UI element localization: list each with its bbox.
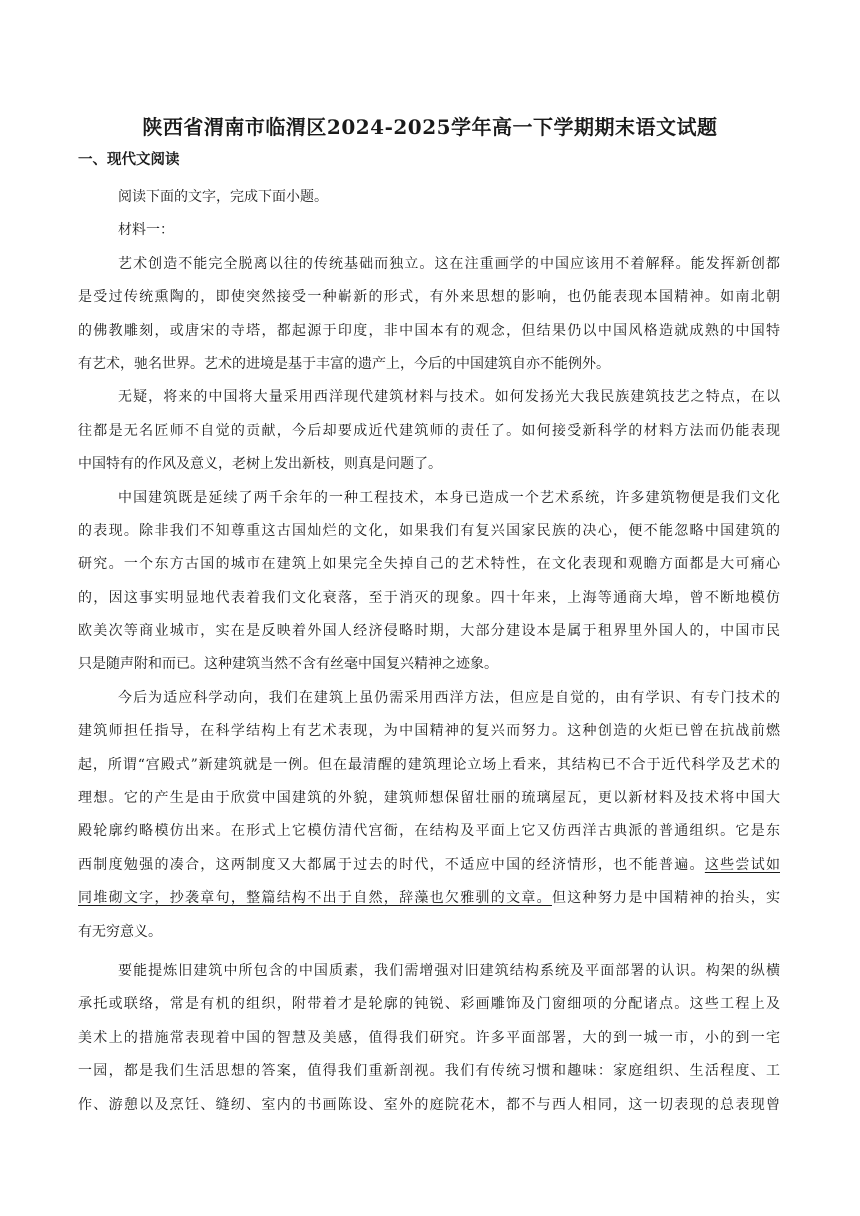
paragraph-line: 今后为适应科学动向，我们在建筑上虽仍需采用西洋方法，但应是自觉的，由有学识、有专门技术的 bbox=[118, 689, 780, 706]
paragraph-line: 要能提炼旧建筑中所包含的中国质素，我们需增强对旧建筑结构系统及平面部署的认识。构架的纵横 bbox=[118, 962, 780, 979]
paragraph-line: 往都是无名匠师不自觉的贡献，今后却要成近代建筑师的责任了。如何接受新科学的材料方法而仍能表现 bbox=[78, 422, 780, 439]
paragraph-line: 艺术创造不能完全脱离以往的传统基础而独立。这在注重画学的中国应该用不着解释。能发挥新创都 bbox=[118, 255, 780, 272]
paragraph-line: 只是随声附和而已。这种建筑当然不含有丝毫中国复兴精神之迹象。 bbox=[78, 656, 498, 673]
paragraph-5 bbox=[78, 955, 780, 1122]
paragraph-line: 一园，都是我们生活思想的答案，值得我们重新剖视。我们有传统习惯和趣味：家庭组织、生活程度、工 bbox=[78, 1063, 780, 1080]
paragraph-line: 作、游憩以及烹饪、缝纫、室内的书画陈设、室外的庭院花木，都不与西人相同，这一切表现的总表现曾 bbox=[78, 1096, 780, 1113]
paragraph-2 bbox=[78, 381, 780, 481]
paragraph-line: 的佛教雕刻，或唐宋的寺塔，都起源于印度，非中国本有的观念，但结果仍以中国风格造就成熟的中国特 bbox=[78, 322, 780, 339]
paragraph-line: 建筑师担任指导，在科学结构上有艺术表现，为中国精神的复兴而努力。这种创造的火炬已曾在抗战前燃 bbox=[78, 723, 780, 740]
paragraph-line: 美术上的措施常表现着中国的智慧及美感，值得我们研究。许多平面部署，大的到一城一市，小的到一宅 bbox=[78, 1029, 780, 1046]
paragraph-line: 中国建筑既是延续了两千余年的一种工程技术，本身已造成一个艺术系统，许多建筑物便是我们文化 bbox=[118, 489, 780, 506]
paragraph-line: 承托或联络，常是有机的组织，附带着才是轮廓的钝锐、彩画雕饰及门窗细项的分配诸点。这些工程上及 bbox=[78, 996, 780, 1013]
paragraph-1 bbox=[78, 248, 780, 382]
document-body bbox=[78, 181, 780, 1122]
paragraph-line: 中国特有的作风及意义，老树上发出新枝，则真是问题了。 bbox=[78, 456, 442, 473]
page-title: 陕西省渭南市临渭区2024-2025学年高一下学期期末语文试题 bbox=[142, 115, 718, 139]
underlined-sentence: 同堆砌文字，抄袭章句，整篇结构不出于自然，辞藻也欠雅驯的文章。 bbox=[78, 890, 552, 907]
paragraph-text: 但这种努力是中国精神的抬头，实 bbox=[551, 890, 780, 907]
paragraph-line: 研究。一个东方古国的城市在建筑上如果完全失掉自己的艺术特性，在文化表现和观瞻方面都是大可痛心 bbox=[78, 556, 780, 573]
paragraph-line: 是受过传统熏陶的，即使突然接受一种嶄新的形式，有外来思想的影响，也仍能表现本国精神。如南北朝 bbox=[78, 289, 780, 306]
section-heading: 一、现代文阅读 bbox=[78, 152, 180, 168]
paragraph-line: 欧美次等商业城市，实在是反映着外国人经济侵略时期，大部分建设本是属于租界里外国人的，中国市民 bbox=[78, 623, 780, 640]
paragraph-line: 的表现。除非我们不知尊重这古国灿烂的文化，如果我们有复兴国家民族的决心，便不能忽略中国建筑的 bbox=[78, 522, 780, 539]
paragraph-line: 殿轮廓约略模仿出来。在形式上它模仿清代宫衙，在结构及平面上它又仿西洋古典派的普通组织。它是东 bbox=[78, 823, 780, 840]
material-label: 材料一： bbox=[118, 222, 174, 239]
paragraph-4 bbox=[78, 682, 780, 949]
paragraph-line: 理想。它的产生是由于欣赏中国建筑的外貌，建筑师想保留壮丽的琉璃屋瓦，更以新材料及技术将中国大 bbox=[78, 790, 780, 807]
paragraph-line: 起，所谓“宫殿式”新建筑就是一例。但在最清醒的建筑理论立场上看来，其结构已不合于近代科学及艺术的 bbox=[78, 756, 780, 773]
instruction-line: 阅读下面的文字，完成下面小题。 bbox=[118, 189, 328, 205]
paragraph-line: 有无穷意义。 bbox=[78, 923, 162, 940]
paragraph-text: 西制度勉强的凑合，这两制度又大都属于过去的时代，不适应中国的经济情形，也不能普遍。 bbox=[78, 856, 705, 873]
paragraph-line bbox=[78, 882, 780, 915]
paragraph-line: 有艺术，驰名世界。艺术的进境是基于丰富的遗产上，今后的中国建筑自亦不能例外。 bbox=[78, 355, 610, 372]
paragraph-line: 无疑，将来的中国将大量采用西洋现代建筑材料与技术。如何发扬光大我民族建筑技艺之特点，在以 bbox=[118, 389, 780, 406]
underlined-sentence: 这些尝试如 bbox=[704, 856, 780, 873]
paragraph-line bbox=[78, 849, 780, 882]
paragraph-3 bbox=[78, 482, 780, 682]
paragraph-line: 的，因这事实明显地代表着我们文化衰落，至于消灭的现象。四十年来，上海等通商大埠，曾不断地模仿 bbox=[78, 589, 780, 606]
